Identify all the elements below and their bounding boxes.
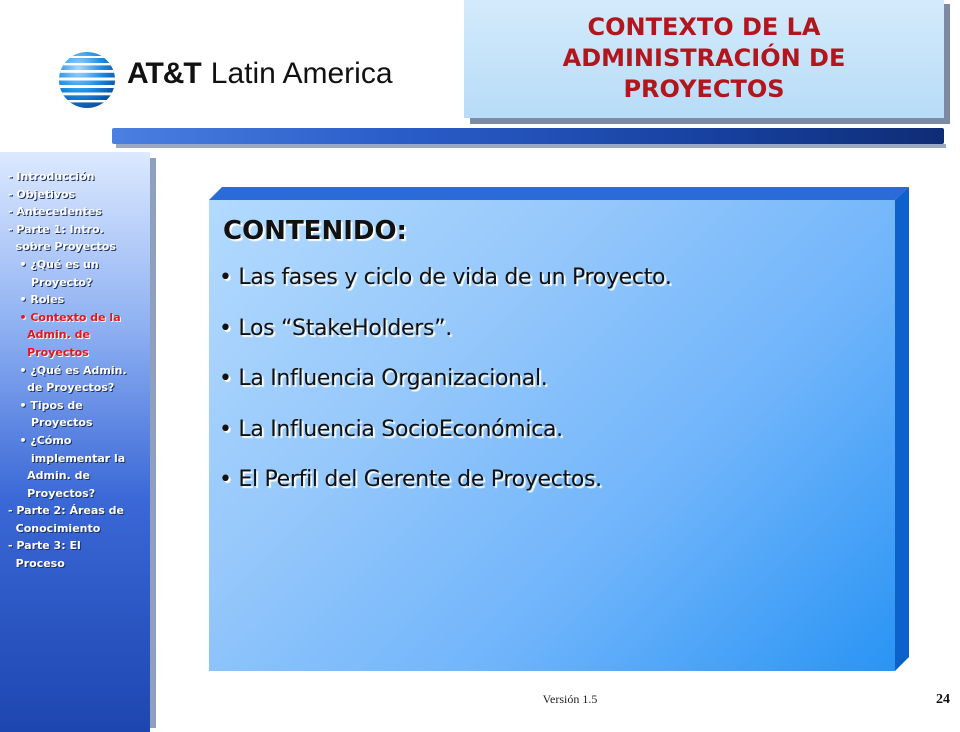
title-box	[464, 0, 944, 118]
page-number: 24	[936, 692, 950, 707]
slide-title: CONTEXTO DE LA ADMINISTRACIÓN DE PROYECTOS	[562, 12, 846, 103]
content-item: • Los “StakeHolders”.	[219, 315, 452, 341]
sidebar-item[interactable]: - Parte 1: Intro.	[8, 222, 104, 236]
sidebar-item[interactable]: Proceso	[8, 557, 65, 571]
content-item: • Las fases y ciclo de vida de un Proyecto.	[219, 265, 672, 290]
sidebar-item[interactable]: - Antecedentes	[8, 205, 102, 219]
sidebar-item[interactable]: Admin. de	[8, 328, 90, 342]
logo-att-text: AT&T	[127, 57, 201, 90]
sidebar-item[interactable]: Proyectos?	[8, 486, 96, 500]
header-bar	[112, 128, 944, 144]
att-logo	[56, 50, 393, 110]
header-bar-shadow	[116, 144, 946, 148]
sidebar-item[interactable]: implementar la	[8, 451, 126, 465]
content-box	[209, 200, 895, 671]
content-item: • La Influencia SocioEconómica.	[219, 416, 563, 442]
content-item: • El Perfil del Gerente de Proyectos.	[219, 467, 602, 492]
globe-icon	[56, 50, 118, 110]
sidebar-nav	[0, 152, 150, 732]
sidebar-item[interactable]: • ¿Qué es Admin.	[8, 363, 127, 377]
sidebar-item[interactable]: • ¿Cómo	[8, 433, 72, 447]
sidebar-item[interactable]: de Proyectos?	[8, 381, 115, 395]
sidebar-item[interactable]: • Contexto de la	[8, 310, 121, 324]
sidebar-item[interactable]: Proyectos	[8, 416, 93, 430]
sidebar-item[interactable]: Proyectos	[8, 345, 89, 359]
sidebar-list	[8, 168, 148, 573]
sidebar-item[interactable]: • ¿Qué es un	[8, 257, 99, 271]
content-box-top-edge	[209, 187, 909, 200]
version-label: Versión 1.5	[542, 692, 598, 706]
sidebar-item[interactable]: Conocimiento	[8, 521, 101, 535]
content-heading: CONTENIDO:	[223, 216, 407, 246]
sidebar-item[interactable]: - Objetivos	[8, 187, 76, 201]
sidebar-item[interactable]: - Parte 2: Áreas de	[8, 504, 124, 518]
sidebar-item[interactable]: Admin. de	[8, 469, 90, 483]
sidebar-item[interactable]: • Tipos de	[8, 398, 83, 412]
sidebar-item[interactable]: - Parte 3: El	[8, 539, 81, 553]
sidebar-item[interactable]: Proyecto?	[8, 275, 93, 289]
logo-region-text: Latin America	[210, 57, 393, 90]
sidebar-item[interactable]: - Introducción	[8, 170, 95, 183]
sidebar-item[interactable]: • Roles	[8, 293, 65, 307]
content-item: • La Influencia Organizacional.	[219, 366, 548, 391]
content-box-side-edge	[895, 187, 909, 671]
sidebar-item[interactable]: sobre Proyectos	[8, 240, 116, 254]
content-list	[219, 266, 672, 519]
